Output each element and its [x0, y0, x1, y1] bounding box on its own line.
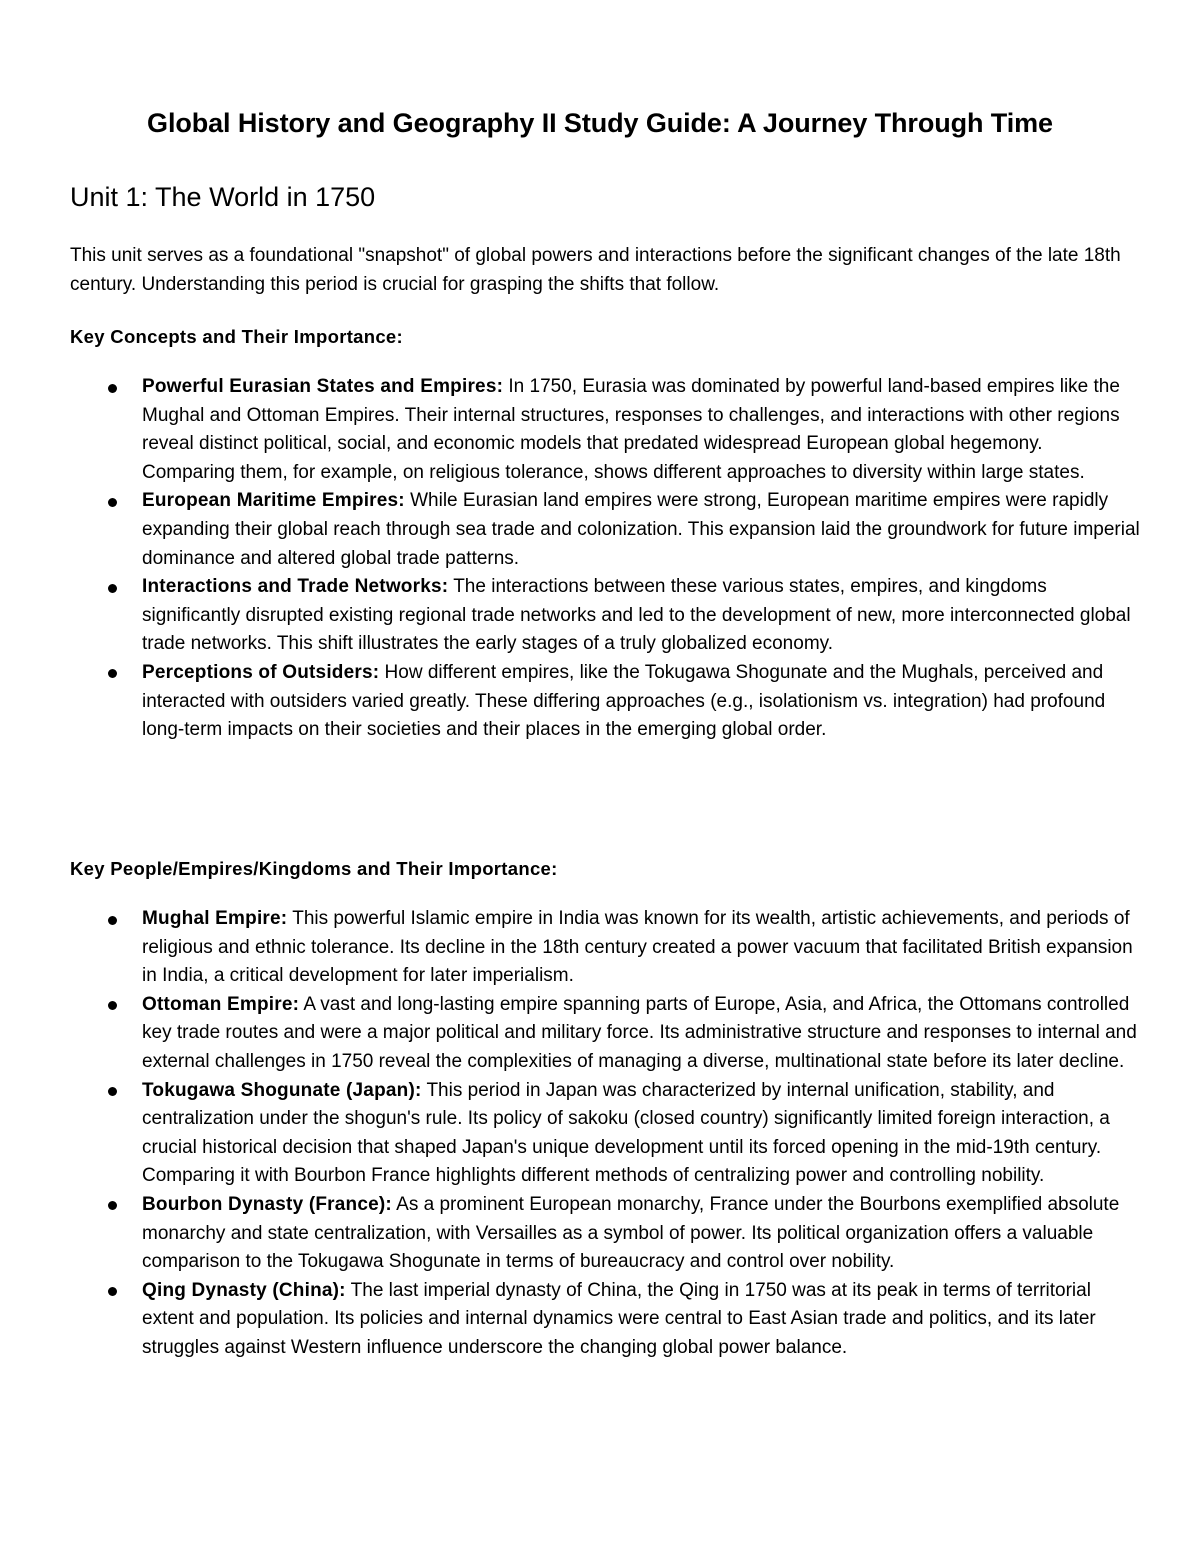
- key-concepts-heading: Key Concepts and Their Importance:: [70, 326, 403, 347]
- bullet-icon: [108, 384, 117, 393]
- list-item-term: Qing Dynasty (China):: [142, 1279, 346, 1301]
- list-item: [70, 487, 1140, 573]
- bullet-icon: [108, 916, 117, 925]
- list-item: [70, 373, 1140, 487]
- bullet-icon: [108, 498, 117, 507]
- key-people-list: [70, 905, 1140, 1363]
- unit-heading: Unit 1: The World in 1750: [70, 182, 376, 212]
- key-concepts-list: [70, 373, 1140, 745]
- list-item: [70, 1191, 1140, 1277]
- document-title: Global History and Geography II Study Guide: A Journey Through Time: [147, 108, 1053, 138]
- list-item-term: Powerful Eurasian States and Empires:: [142, 376, 504, 397]
- list-item-text: A vast and long-lasting empire spanning parts of Europe, Asia, and Africa, the Ottomans controlled key trade routes and were a major political and military force. Its administrative structure and responses to internal and external challenges in 1750 reveal the complexities of managing a diverse, multinational state before its later decline.: [142, 993, 1137, 1072]
- list-item-text: As a prominent European monarchy, France under the Bourbons exemplified absolute monarchy and state centralization, with Versailles as a symbol of power. Its political organization offers a valuable comparison to the Tokugawa Shogunate in terms of bureaucracy and control over nobility.: [142, 1193, 1120, 1273]
- list-item: [70, 1077, 1140, 1191]
- list-item: [70, 1277, 1140, 1363]
- bullet-icon: [108, 669, 117, 678]
- bullet-icon: [108, 1001, 117, 1010]
- list-item-text: This powerful Islamic empire in India was known for its wealth, artistic achievements, and periods of religious and ethnic tolerance. Its decline in the 18th century created a power vacuum that facilitated British expansion in India, a critical development for later imperialism.: [142, 908, 1133, 987]
- list-item-text: This period in Japan was characterized by internal unification, stability, and centralization under the shogun's rule. Its policy of sakoku (closed country) significantly limited foreign interaction, a crucial historical decision that shaped Japan's unique development until its forced opening in the mid-19th century. Comparing it with Bourbon France highlights different methods of centralizing power and controlling nobility.: [142, 1079, 1110, 1187]
- list-item-text: In 1750, Eurasia was dominated by powerful land-based empires like the Mughal and Ottoman Empires. Their internal structures, responses to challenges, and interactions with other regions reveal distinct political, social, and economic models that predated widespread European global hegemony. Comparing them, for example, on religious tolerance, shows different approaches to diversity within large states.: [142, 376, 1120, 483]
- list-item-term: Interactions and Trade Networks:: [142, 576, 449, 598]
- list-item-term: Perceptions of Outsiders:: [142, 661, 380, 683]
- list-item: [70, 659, 1140, 745]
- list-item-term: Ottoman Empire:: [142, 993, 300, 1015]
- bullet-icon: [108, 584, 117, 593]
- key-people-heading: Key People/Empires/Kingdoms and Their Importance:: [70, 858, 558, 879]
- list-item-term: Bourbon Dynasty (France):: [142, 1193, 392, 1215]
- bullet-icon: [108, 1287, 117, 1296]
- list-item-term: Tokugawa Shogunate (Japan):: [142, 1079, 422, 1101]
- list-item: [70, 905, 1140, 991]
- list-item-text: While Eurasian land empires were strong, European maritime empires were rapidly expanding their global reach through sea trade and colonization. This expansion laid the groundwork for future imperial dominance and altered global trade patterns.: [142, 490, 1140, 569]
- unit-intro-paragraph: This unit serves as a foundational "snapshot" of global powers and interactions before the significant changes of the late 18th century. Understanding this period is crucial for grasping the shifts that follow.: [70, 245, 1121, 295]
- list-item-text: The interactions between these various states, empires, and kingdoms significantly disrupted existing regional trade networks and led to the development of new, more interconnected global trade networks. This shift illustrates the early stages of a truly globalized economy.: [142, 576, 1131, 655]
- list-item-term: Mughal Empire:: [142, 908, 288, 929]
- list-item: [70, 991, 1140, 1077]
- list-item: [70, 573, 1140, 659]
- bullet-icon: [108, 1201, 117, 1210]
- bullet-icon: [108, 1087, 117, 1096]
- list-item-text: The last imperial dynasty of China, the Qing in 1750 was at its peak in terms of territorial extent and population. Its policies and internal dynamics were central to East Asian trade and politics, and its later struggles against Western influence underscore the changing global power balance.: [142, 1279, 1096, 1358]
- list-item-text: How different empires, like the Tokugawa Shogunate and the Mughals, perceived and interacted with outsiders varied greatly. These differing approaches (e.g., isolationism vs. integration) had profound long-term impacts on their societies and their places in the emerging global order.: [142, 661, 1106, 741]
- list-item-term: European Maritime Empires:: [142, 490, 405, 512]
